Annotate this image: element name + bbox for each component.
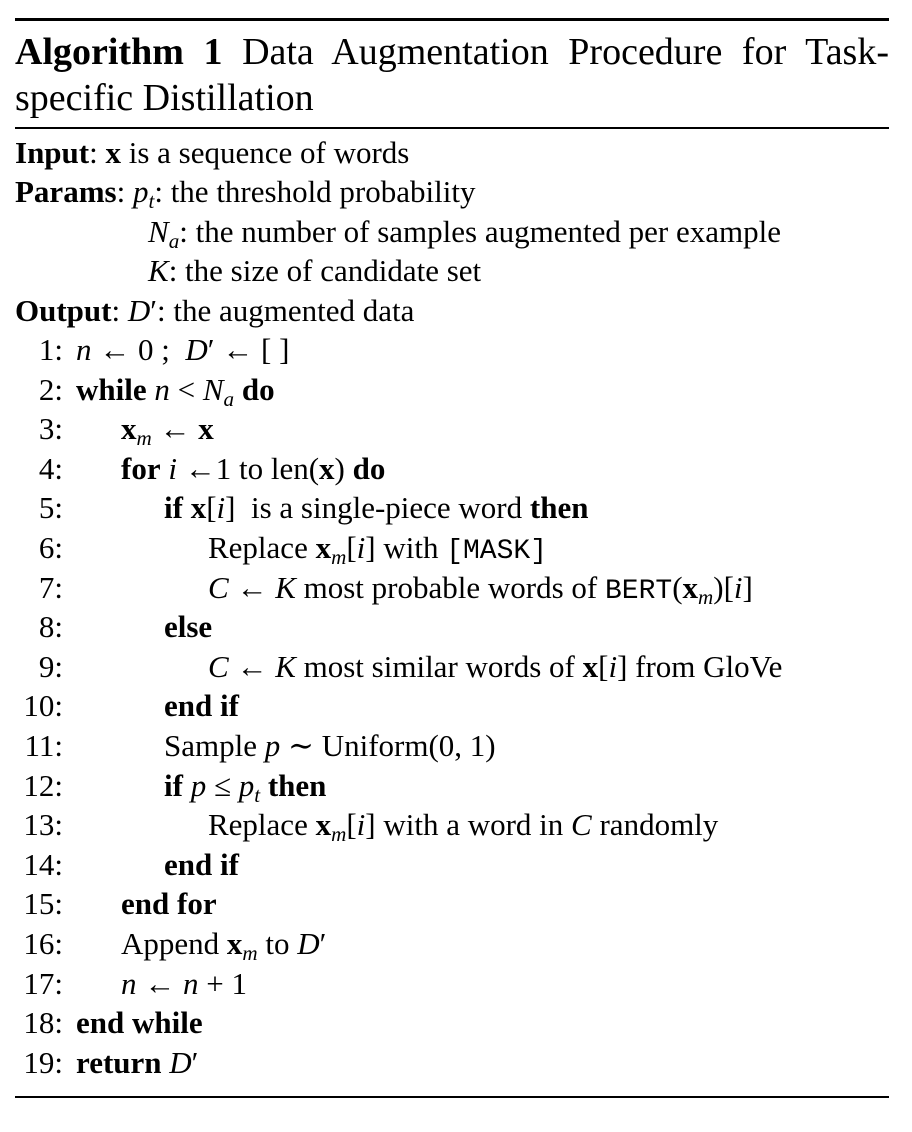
line-number: 1: [38,332,63,368]
line-number: 15: [23,886,63,922]
algorithm-lines [15,330,889,1082]
param-na: $N_a$: the number of samples augmented per example [148,213,781,253]
line-number: 10: [23,688,63,724]
algorithm-line: 16: Append $x_m$ to D′ [15,924,889,964]
algorithm-title: Data Augmentation Procedure for Task-specific Distillation [15,31,889,119]
bottom-rule [15,1096,889,1098]
algorithm-line: 1: n ← 0 ; D′ ← [ ] [15,330,889,370]
line-number: 14: [23,846,63,882]
line-number: 6: [38,530,63,565]
algorithm-line: 8: else [15,607,889,647]
line-number: 2: [38,371,63,407]
algorithm-caption [15,29,889,121]
algorithm-line: 9: C ← K most similar words of x[i] from GloVe [15,647,889,687]
algorithm-block [15,18,889,1098]
algorithm-line: 14: end if [15,845,889,885]
line-number: 11: [24,727,63,763]
algorithm-line: 3: $x_m$ ← x [15,409,889,449]
line-number: 18: [23,1005,63,1041]
algorithm-line: 13: Replace $x_m[i]$ with a word in C randomly [15,805,889,845]
line-number: 3: [38,411,63,447]
input-label: Input [15,135,90,170]
line-number: 4: [38,450,63,486]
input-row: Input: x is a sequence of words [15,135,410,170]
algorithm-line: 6: Replace $x_m[i]$ with [MASK] [15,528,889,568]
line-number: 7: [38,569,63,605]
output-row: Output: D′: the augmented data [15,292,415,328]
line-number: 12: [23,767,63,803]
line-number: 5: [38,490,63,526]
caption-rule [15,127,889,129]
algorithm-line: 2: while $n < N_a$ do [15,370,889,410]
algorithm-line: 7: C ← K most probable words of $BERT(x_m)[i]$ [15,568,889,608]
algorithm-line: 18: end while [15,1003,889,1043]
algorithm-line: 12: if $p \le p_t$ then [15,766,889,806]
top-rule [15,18,889,21]
line-number: 17: [23,965,63,1001]
line-number: 19: [23,1044,63,1080]
algorithm-line: 5: if x[i] is a single-piece word then [15,488,889,528]
algorithm-line: 19: return D′ [15,1043,889,1083]
algorithm-spec [15,133,889,330]
algorithm-line: 4: for i ←1 to len(x) do [15,449,889,489]
params-row: Params: $p_t$: the threshold probability [15,174,476,214]
line-number: 9: [38,648,63,684]
algorithm-line: 11: Sample p ∼ Uniform(0, 1) [15,726,889,766]
algorithm-line: 15: end for [15,884,889,924]
algorithm-line: 17: n ← n + 1 [15,964,889,1004]
line-number: 13: [23,807,63,843]
param-k: K: the size of candidate set [148,253,482,289]
line-number: 16: [23,925,63,961]
algorithm-label: Algorithm 1 [15,31,223,73]
output-label: Output [15,292,112,328]
line-number: 8: [38,609,63,645]
params-label: Params [15,174,117,210]
algorithm-line: 10: end if [15,686,889,726]
